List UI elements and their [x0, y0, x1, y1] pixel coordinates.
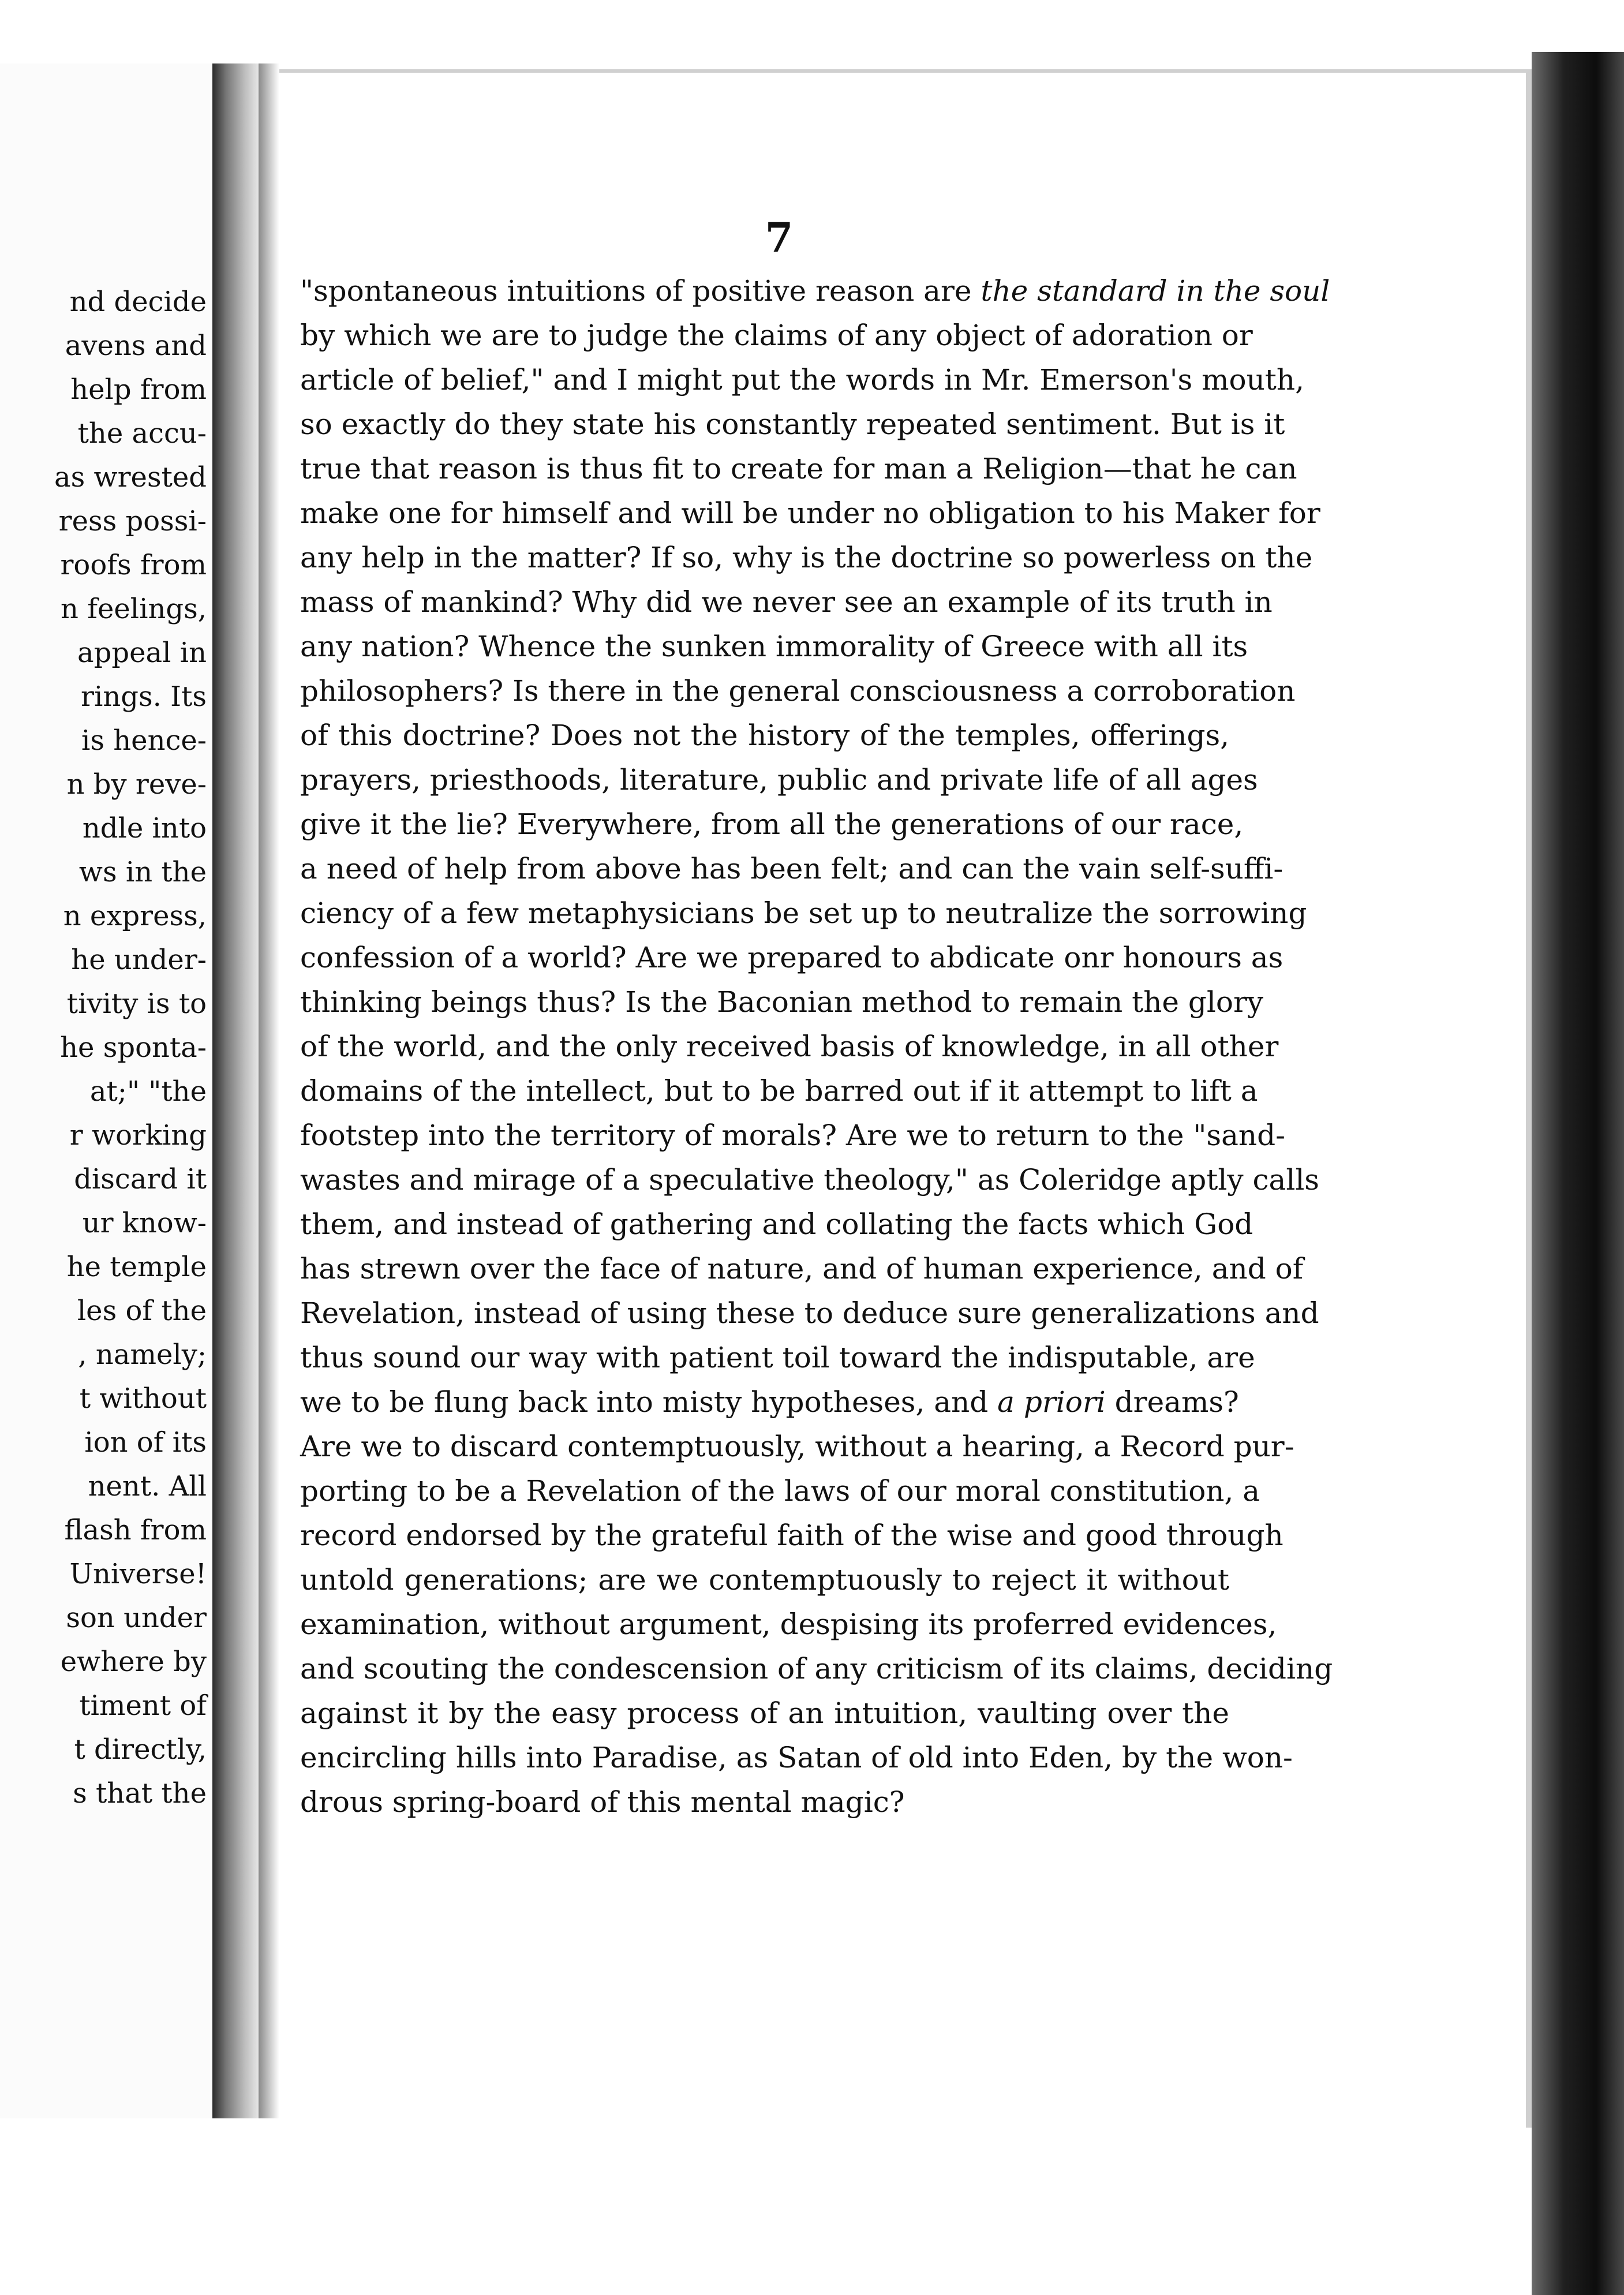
body-line: by which we are to judge the claims of any object of adoration or	[300, 319, 1253, 352]
body-line: porting to be a Revelation of the laws of our moral constitution, a	[300, 1474, 1260, 1508]
left-page-line: ress possi-	[58, 505, 207, 537]
body-line: make one for himself and will be under no obligation to his Maker for	[300, 496, 1320, 530]
body-line: record endorsed by the grateful faith of the wise and good through	[300, 1519, 1284, 1552]
left-page-line: n feelings,	[61, 593, 207, 625]
body-line: drous spring-board of this mental magic?	[300, 1785, 905, 1819]
page-curl-edge	[259, 63, 279, 2118]
left-page-line: as wrested	[54, 461, 207, 494]
body-line: has strewn over the face of nature, and of human experience, and of	[300, 1252, 1304, 1285]
left-page-line: ur know-	[82, 1207, 207, 1239]
body-line: footstep into the territory of morals? Are we to return to the "sand-	[300, 1119, 1285, 1152]
left-page-line: les of the	[77, 1295, 207, 1327]
left-page-line: t directly,	[74, 1733, 207, 1766]
body-line: prayers, priesthoods, literature, public and private life of all ages	[300, 763, 1258, 797]
body-line: philosophers? Is there in the general consciousness a corroboration	[300, 674, 1296, 708]
left-page-line: rings. Its	[81, 681, 207, 713]
body-line: encircling hills into Paradise, as Satan of old into Eden, by the won-	[300, 1741, 1293, 1774]
left-page-line: ewhere by	[60, 1646, 207, 1678]
left-page-line: roofs from	[60, 549, 207, 581]
book-gutter-shadow	[212, 63, 259, 2118]
body-line: confession of a world? Are we prepared to abdicate onr honours as	[300, 941, 1284, 974]
body-italic-text: a priori	[997, 1385, 1106, 1419]
body-line: Revelation, instead of using these to deduce sure generalizations and	[300, 1296, 1319, 1330]
left-page-line: timent of	[79, 1690, 207, 1722]
body-line: true that reason is thus fit to create for man a Religion—that he can	[300, 452, 1297, 485]
left-page-line: is hence-	[81, 724, 207, 757]
left-page-line: flash from	[64, 1514, 207, 1546]
left-page-line: Universe!	[69, 1558, 207, 1590]
body-line: domains of the intellect, but to be barred out if it attempt to lift a	[300, 1074, 1258, 1108]
body-line: article of belief," and I might put the words in Mr. Emerson's mouth,	[300, 363, 1304, 397]
body-line: against it by the easy process of an intuition, vaulting over the	[300, 1696, 1229, 1730]
body-line: any help in the matter? If so, why is the doctrine so powerless on the	[300, 541, 1313, 574]
body-text: "spontaneous intuitions of positive reason are	[300, 274, 981, 308]
left-page-line: he sponta-	[60, 1031, 207, 1064]
left-page-line: he temple	[66, 1251, 207, 1283]
left-page-line: tivity is to	[66, 988, 207, 1020]
left-page-line: s that the	[73, 1777, 207, 1810]
body-italic-text: the standard in the soul	[981, 274, 1330, 308]
left-page-line: son under	[66, 1602, 207, 1634]
left-page-line: r working	[69, 1119, 207, 1152]
body-line: so exactly do they state his constantly repeated sentiment. But is it	[300, 408, 1285, 441]
body-line: examination, without argument, despising its proferred evidences,	[300, 1608, 1277, 1641]
left-page-line: t without	[79, 1382, 207, 1415]
body-line: untold generations; are we contemptuously to reject it without	[300, 1563, 1229, 1597]
left-page-line: n express,	[63, 900, 207, 932]
body-line: wastes and mirage of a speculative theology," as Coleridge aptly calls	[300, 1163, 1319, 1197]
left-page-line: the accu-	[77, 417, 207, 450]
facing-left-page	[0, 63, 212, 2118]
body-line: mass of mankind? Why did we never see an example of its truth in	[300, 585, 1273, 619]
body-line: them, and instead of gathering and collating the facts which God	[300, 1208, 1253, 1241]
body-line: give it the lie? Everywhere, from all the generations of our race,	[300, 808, 1244, 841]
body-line: ciency of a few metaphysicians be set up to neutralize the sorrowing	[300, 896, 1307, 930]
page-number: 7	[765, 214, 794, 261]
right-edge-shadow	[1532, 52, 1624, 2295]
left-page-line: ion of its	[84, 1426, 207, 1459]
left-page-line: ws in the	[78, 856, 207, 888]
left-page-line: ndle into	[82, 812, 207, 844]
left-page-line: help from	[70, 373, 207, 406]
body-line: of this doctrine? Does not the history of the temples, offerings,	[300, 719, 1229, 752]
body-line: thinking beings thus? Is the Baconian method to remain the glory	[300, 985, 1264, 1019]
left-page-line: n by reve-	[66, 768, 207, 801]
left-page-line: at;" "the	[89, 1075, 207, 1108]
left-page-line: appeal in	[77, 637, 207, 669]
body-line	[300, 274, 1330, 308]
left-page-line: he under-	[71, 944, 207, 976]
body-text: dreams?	[1105, 1385, 1239, 1419]
left-page-line: nd decide	[69, 286, 207, 318]
body-text: we to be flung back into misty hypotheses, and	[300, 1385, 998, 1419]
body-line: of the world, and the only received basis of knowledge, in all other	[300, 1030, 1279, 1063]
left-page-line: , namely;	[78, 1339, 207, 1371]
body-line: Are we to discard contemptuously, without a hearing, a Record pur-	[300, 1430, 1294, 1463]
body-line	[300, 1385, 1239, 1419]
body-line: a need of help from above has been felt; and can the vain self-suffi-	[300, 852, 1284, 885]
left-page-line: avens and	[65, 330, 207, 362]
left-page-line: nent. All	[88, 1470, 207, 1502]
body-line: any nation? Whence the sunken immorality of Greece with all its	[300, 630, 1248, 663]
body-line: thus sound our way with patient toil toward the indisputable, are	[300, 1341, 1255, 1374]
left-page-line: discard it	[74, 1163, 207, 1195]
body-line: and scouting the condescension of any criticism of its claims, deciding	[300, 1652, 1333, 1685]
